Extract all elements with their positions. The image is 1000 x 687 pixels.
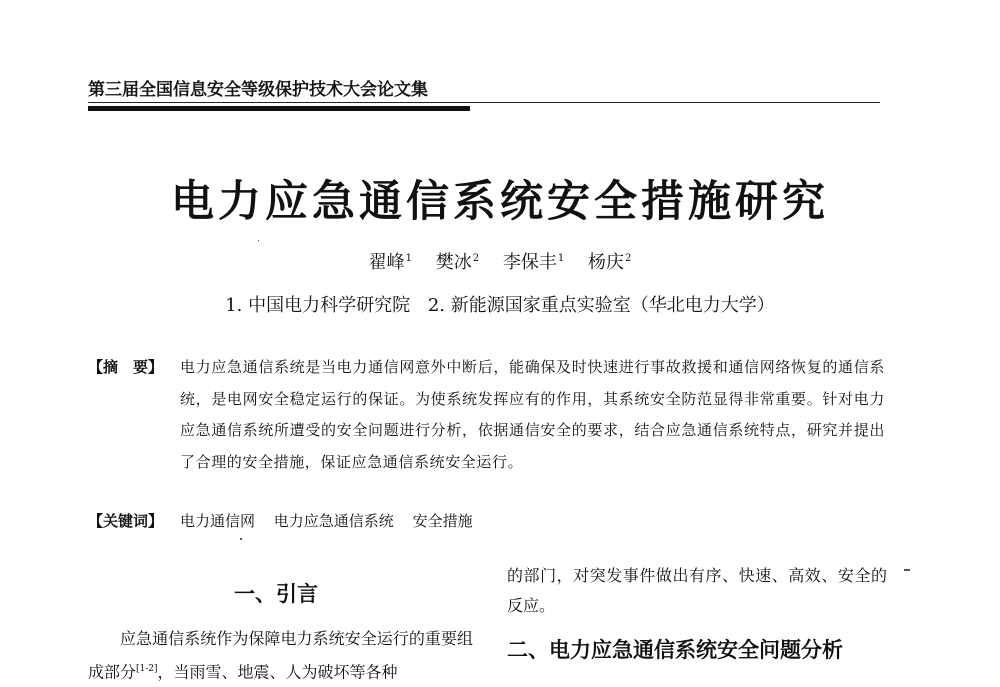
keyword: 电力通信网: [180, 512, 256, 530]
keyword: 电力应急通信系统: [273, 512, 394, 530]
author-name: 李保丰: [502, 252, 557, 273]
author: [503, 248, 564, 274]
author: [436, 248, 479, 274]
abstract-text: 电力应急通信系统是当电力通信网意外中断后，能确保及时快速进行事故救援和通信网络恢复的通信系统，是电网安全稳定运行的保证。为使系统发挥应有的作用，其系统安全防范显得非常重要。针对电力应急通信系统所遭受的安全问题进行分析，依据通信安全的要求，结合应急通信系统特点，研究并提出了合理的安全措施，保证应急通信系统安全运行。: [180, 358, 885, 471]
scan-speck: [258, 240, 259, 241]
author: [369, 248, 412, 274]
author-name: 樊冰: [435, 252, 472, 273]
author-name: 翟峰: [368, 252, 405, 273]
author-affil-mark: 2: [624, 253, 632, 264]
citation-ref: [1-2]: [136, 664, 158, 674]
author-list: [0, 248, 1000, 274]
author-name: 杨庆: [587, 252, 624, 273]
author-affil-mark: 1: [557, 253, 565, 264]
section-heading-analysis: 二、电力应急通信系统安全问题分析: [507, 638, 843, 662]
header-rule-thick: [88, 106, 470, 111]
keyword: 安全措施: [412, 512, 473, 530]
intro-text-cont: ，当雨雪、地震、人为破坏等各种: [157, 662, 398, 682]
abstract-label: 【摘 要】: [88, 358, 164, 376]
intro-paragraph: [88, 624, 473, 687]
header-rule-thin: [88, 102, 880, 103]
author: [588, 248, 631, 274]
scan-speck: [240, 538, 242, 540]
author-affil-mark: 1: [405, 253, 413, 264]
affiliation: 2. 新能源国家重点实验室（华北电力大学）: [427, 295, 775, 316]
keywords-label: 【关键词】: [88, 512, 164, 530]
scan-speck: [904, 569, 910, 571]
running-header: 第三届全国信息安全等级保护技术大会论文集: [88, 80, 428, 100]
intro-text: 应急通信系统作为保障电力系统安全运行的重要组成部分: [88, 629, 473, 682]
author-affil-mark: 2: [472, 253, 480, 264]
paper-title: 电力应急通信系统安全措施研究: [171, 177, 829, 227]
section-heading-intro: 一、引言: [234, 582, 318, 606]
keywords-list: [180, 510, 487, 531]
affiliation: 1. 中国电力科学研究院: [225, 295, 411, 316]
affiliation-list: [0, 291, 1000, 317]
right-column-paragraph: 的部门，对突发事件做出有序、快速、高效、安全的反应。: [507, 566, 887, 615]
